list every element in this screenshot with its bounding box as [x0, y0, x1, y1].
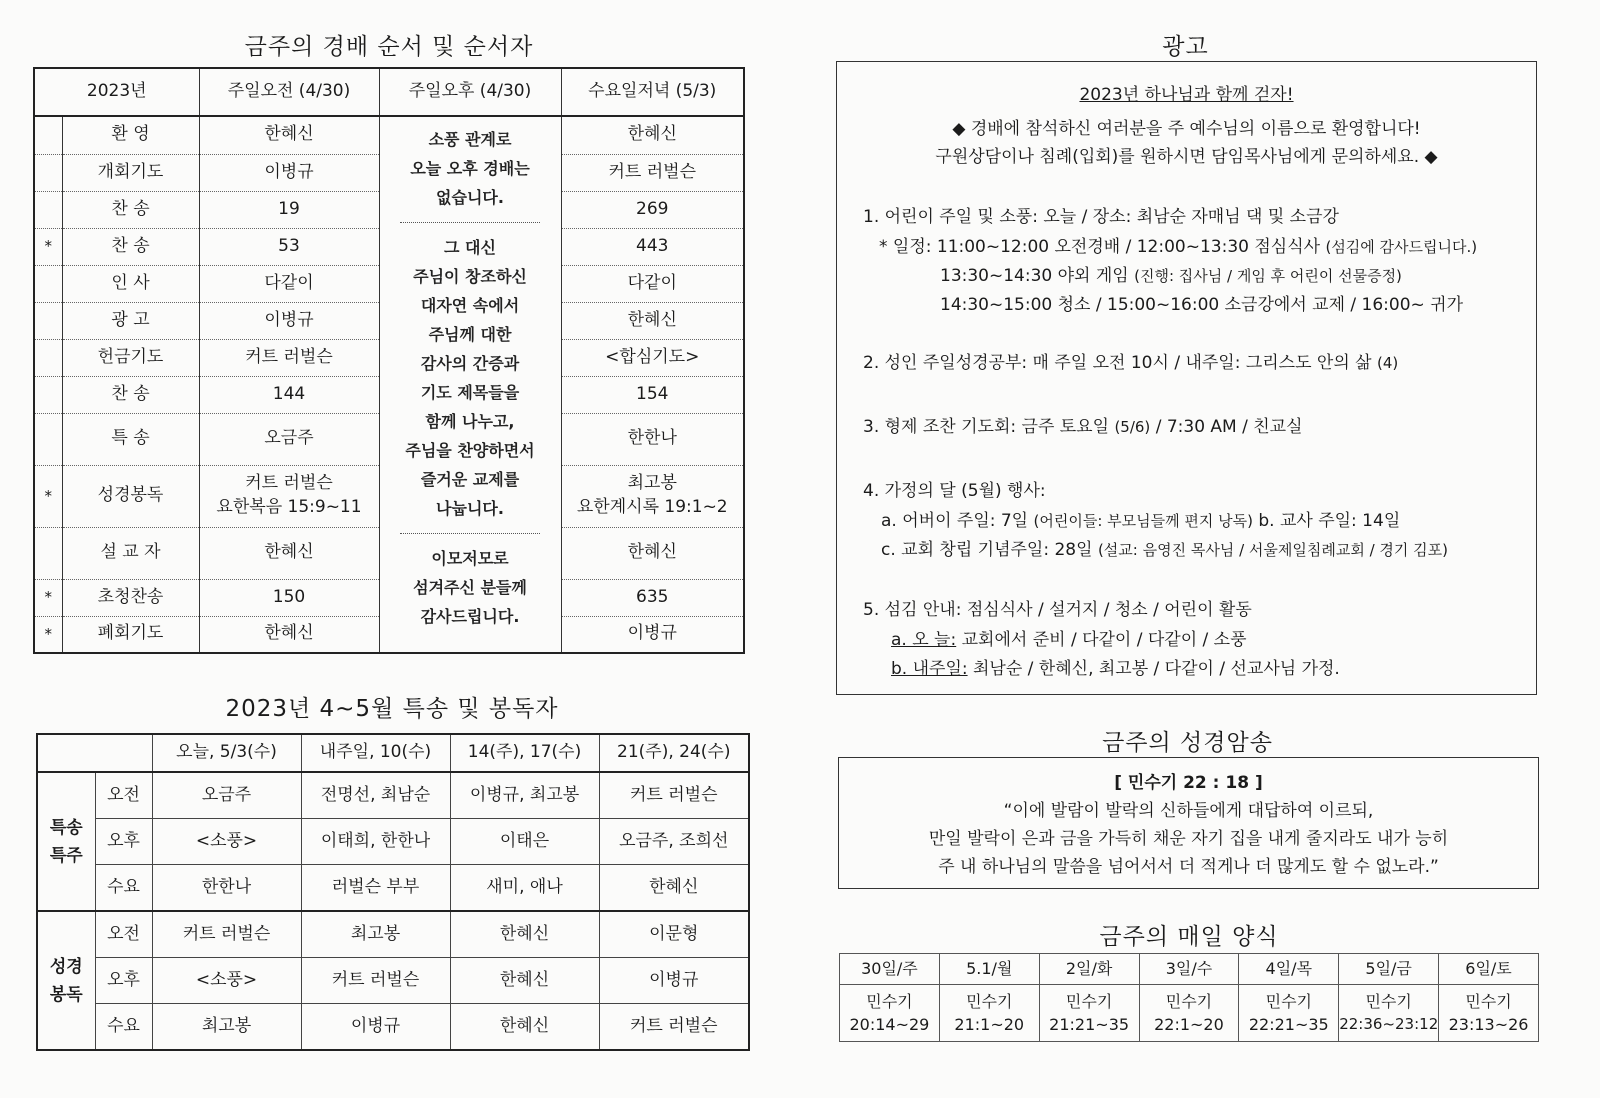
ad-item-4-b: [881, 535, 1448, 560]
order-am: 한혜신: [199, 527, 379, 579]
reading-book: 민수기: [1065, 992, 1113, 1011]
ad-headline: 2023년 하나님과 함께 걷자!: [1079, 85, 1294, 105]
pm-note-line: 나눕니다.: [436, 499, 504, 518]
ad-text: a. 어버이 주일: 7일: [881, 511, 1029, 531]
pm-note-line: 감사드립니다.: [420, 607, 520, 626]
ad-item-1-schedule: [879, 232, 1477, 257]
ad-text: b. 교사 주일: 14일: [1258, 511, 1401, 531]
schedule-cell: 한혜신: [450, 1004, 599, 1051]
group-label-line: 성경: [49, 956, 83, 977]
group-label-line: 특주: [49, 845, 83, 866]
order-header-wednesday: 수요일저녁 (5/3): [561, 68, 744, 116]
special-row: [37, 865, 749, 912]
star-mark: *: [34, 228, 62, 265]
ad-text: * 일정: 11:00~12:00 오전경배 / 12:00~13:30 점심식사: [879, 237, 1321, 257]
dotted-divider: [400, 533, 540, 534]
ad-text: / 7:30 AM / 친교실: [1155, 417, 1303, 437]
order-wed: 다같이: [561, 265, 744, 302]
pm-note-line: 함께 나누고,: [425, 412, 515, 431]
reading-range: 21:1~20: [954, 1015, 1025, 1034]
order-am: 이병규: [199, 302, 379, 339]
order-wed: 커트 러벌슨: [561, 154, 744, 191]
star-mark: *: [34, 579, 62, 616]
reading-range: 22:1~20: [1154, 1015, 1224, 1034]
verse-line: 주 내 하나님의 말씀을 넘어서서 더 적게나 더 많게도 할 수 없노라.”: [938, 857, 1439, 877]
daily-reading-row: [840, 985, 1539, 1042]
schedule-cell: 한혜신: [450, 911, 599, 958]
memory-verse-box: [838, 757, 1539, 889]
order-am: 19: [199, 191, 379, 228]
special-row: [37, 911, 749, 958]
verse-line: 만일 발락이 은과 금을 가득히 채운 자기 집을 내게 줄지라도 내가 능히: [928, 829, 1449, 849]
ad-note: (섬김에 감사드립니다.): [1325, 238, 1478, 256]
special-schedule-table: [36, 733, 750, 1051]
ad-item-5-b: [891, 654, 1340, 679]
order-am: 한혜신: [199, 616, 379, 653]
pm-note-line: 그 대신: [444, 238, 496, 257]
order-wed: 154: [561, 376, 744, 413]
pm-note-line: 대자연 속에서: [420, 296, 520, 315]
order-am-reader: 커트 러벌슨: [245, 473, 333, 494]
reading-range: 20:14~29: [849, 1015, 930, 1034]
pm-note-line: 감사의 간증과: [420, 354, 520, 373]
pm-note-line: 주님을 찬양하면서: [405, 441, 535, 460]
service-time: 오전: [95, 911, 152, 958]
order-wed: 한한나: [561, 413, 744, 465]
pm-note-line: 오늘 오후 경배는: [410, 159, 530, 178]
order-label: 설 교 자: [62, 527, 199, 579]
schedule-cell: 러벌슨 부부: [301, 865, 450, 912]
special-header-date: 내주일, 10(수): [301, 734, 450, 772]
pm-note-part2: [380, 233, 561, 523]
day-header: 3일/수: [1139, 954, 1239, 985]
reading-cell: [1339, 985, 1439, 1042]
ad-note: (진행: 집사님 / 게임 후 어린이 선물증정): [1134, 267, 1402, 285]
schedule-cell: 한한나: [152, 865, 301, 912]
pm-note-line: 주님께 대한: [428, 325, 512, 344]
dotted-divider: [400, 222, 540, 223]
ad-item-1-schedule: 14:30~15:00 청소 / 15:00~16:00 소금강에서 교제 / 16:00~ 귀가: [940, 295, 1464, 315]
schedule-cell: 최고봉: [301, 911, 450, 958]
order-label: 폐회기도: [62, 616, 199, 653]
order-label: 개회기도: [62, 154, 199, 191]
pm-note-line: 이모저모로: [431, 549, 509, 568]
schedule-cell: 커트 러벌슨: [599, 772, 749, 819]
reading-book: 민수기: [1465, 992, 1512, 1011]
service-time: 오후: [95, 958, 152, 1004]
reading-book: 민수기: [1165, 992, 1213, 1011]
order-label: 환 영: [62, 116, 199, 154]
order-am: 다같이: [199, 265, 379, 302]
order-label: 찬 송: [62, 376, 199, 413]
ad-note: (5/6): [1114, 418, 1151, 436]
star-mark: [34, 154, 62, 191]
pm-note: [379, 116, 561, 653]
schedule-cell: 한혜신: [599, 865, 749, 912]
ad-note: (4): [1377, 354, 1399, 372]
reading-range: 22:21~35: [1248, 1015, 1329, 1034]
special-header-blank: [37, 734, 152, 772]
reading-cell: [939, 985, 1039, 1042]
star-mark: [34, 413, 62, 465]
reading-book: 민수기: [866, 992, 913, 1011]
star-mark: [34, 339, 62, 376]
special-header-date: 21(주), 24(수): [599, 734, 749, 772]
order-wed: [561, 465, 744, 527]
group-label-scripture-reading: [37, 911, 95, 1050]
schedule-cell: 커트 러벌슨: [301, 958, 450, 1004]
order-label: 성경봉독: [62, 465, 199, 527]
verse-title: 금주의 성경암송: [1102, 730, 1273, 756]
order-wed-reader: 최고봉: [627, 473, 677, 494]
schedule-cell: 오금주, 조희선: [599, 819, 749, 865]
star-mark: [34, 191, 62, 228]
schedule-cell: 전명선, 최남순: [301, 772, 450, 819]
order-header-sunday-pm: 주일오후 (4/30): [379, 68, 561, 116]
order-wed-passage: 요한계시록 19:1~2: [576, 497, 728, 517]
daily-reading-table: [839, 953, 1539, 1042]
order-am: 144: [199, 376, 379, 413]
reading-book: 민수기: [1265, 992, 1312, 1011]
pm-note-line: 기도 제목들을: [420, 383, 520, 402]
ad-text: 최남순 / 한혜신, 최고봉 / 다같이 / 선교사님 가정.: [973, 659, 1340, 679]
group-label-line: 특송: [49, 817, 83, 838]
pm-note-line: 없습니다.: [436, 188, 504, 207]
reading-cell: [1039, 985, 1139, 1042]
star-mark: [34, 116, 62, 154]
order-row: [34, 116, 744, 154]
special-row: [37, 772, 749, 819]
pm-note-line: 소풍 관계로: [428, 130, 512, 149]
service-time: 수요: [95, 865, 152, 912]
schedule-cell: 이병규: [301, 1004, 450, 1051]
ad-item-5: 5. 섬김 안내: 점심식사 / 설거지 / 청소 / 어린이 활동: [863, 600, 1252, 620]
schedule-cell: <소풍>: [152, 958, 301, 1004]
special-header-row: [37, 734, 749, 772]
ad-text: 교회에서 준비 / 다같이 / 다같이 / 소풍: [961, 630, 1247, 650]
schedule-cell: 이태은: [450, 819, 599, 865]
special-header-date: 오늘, 5/3(수): [152, 734, 301, 772]
day-header: 5일/금: [1339, 954, 1439, 985]
order-wed: 443: [561, 228, 744, 265]
reading-cell: [1439, 985, 1539, 1042]
service-time: 수요: [95, 1004, 152, 1051]
star-mark: [34, 265, 62, 302]
daily-title: 금주의 매일 양식: [1099, 924, 1279, 950]
day-header: 5.1/월: [939, 954, 1039, 985]
reading-book: 민수기: [966, 992, 1013, 1011]
ad-item-4: 4. 가정의 달 (5월) 행사:: [863, 481, 1046, 501]
reading-cell: [1239, 985, 1339, 1042]
order-title: 금주의 경배 순서 및 순서자: [244, 34, 534, 60]
ad-text: 13:30~14:30 야외 게임: [940, 266, 1129, 286]
reading-range: 21:21~35: [1049, 1015, 1130, 1034]
special-row: [37, 958, 749, 1004]
ad-item-3: [863, 412, 1303, 437]
schedule-cell: 커트 러벌슨: [152, 911, 301, 958]
pm-note-line: 즐거운 교제를: [420, 470, 520, 489]
ad-item-1: 1. 어린이 주일 및 소풍: 오늘 / 장소: 최남순 자매님 댁 및 소금강: [863, 207, 1339, 227]
order-wed: 269: [561, 191, 744, 228]
worship-order-table: [33, 67, 745, 654]
schedule-cell: 새미, 애나: [450, 865, 599, 912]
order-header-sunday-am: 주일오전 (4/30): [199, 68, 379, 116]
order-wed: 한혜신: [561, 527, 744, 579]
schedule-cell: 최고봉: [152, 1004, 301, 1051]
ad-text: c. 교회 창립 기념주일: 28일: [881, 540, 1093, 560]
special-row: [37, 819, 749, 865]
pm-note-part3: [380, 544, 561, 631]
reading-range: 22:36~23:12: [1339, 1015, 1439, 1033]
order-wed: 한혜신: [561, 302, 744, 339]
order-header-row: [34, 68, 744, 116]
star-mark: *: [34, 465, 62, 527]
group-label-special-song: [37, 772, 95, 911]
order-label: 찬 송: [62, 191, 199, 228]
ad-item-1-schedule: [940, 261, 1402, 286]
daily-header-row: [840, 954, 1539, 985]
ad-label: a. 오 늘:: [891, 630, 957, 650]
order-wed: <합심기도>: [561, 339, 744, 376]
group-label-line: 봉독: [49, 984, 83, 1005]
order-am: [199, 465, 379, 527]
order-label: 특 송: [62, 413, 199, 465]
special-row: [37, 1004, 749, 1051]
order-am: 한혜신: [199, 116, 379, 154]
day-header: 2일/화: [1039, 954, 1139, 985]
ad-text: 3. 형제 조찬 기도회: 금주 토요일: [863, 417, 1110, 437]
schedule-cell: 오금주: [152, 772, 301, 819]
ad-item-4-a: [881, 506, 1400, 531]
ad-note: (설교: 음영진 목사님 / 서울제일침례교회 / 경기 김포): [1097, 541, 1448, 559]
star-mark: [34, 302, 62, 339]
pm-note-part1: [380, 125, 561, 212]
special-title: 2023년 4~5월 특송 및 봉독자: [225, 696, 559, 722]
schedule-cell: <소풍>: [152, 819, 301, 865]
pm-note-line: 주님이 창조하신: [413, 267, 527, 286]
day-header: 6일/토: [1439, 954, 1539, 985]
service-time: 오후: [95, 819, 152, 865]
order-am: 오금주: [199, 413, 379, 465]
star-mark: [34, 376, 62, 413]
service-time: 오전: [95, 772, 152, 819]
announcements-box: [836, 61, 1537, 695]
ad-item-5-a: [891, 625, 1247, 650]
order-label: 찬 송: [62, 228, 199, 265]
special-header-date: 14(주), 17(수): [450, 734, 599, 772]
day-header: 30일/주: [840, 954, 940, 985]
order-label: 초청찬송: [62, 579, 199, 616]
order-am: 53: [199, 228, 379, 265]
welcome-line: 구원상담이나 침례(입회)를 원하시면 담임목사님에게 문의하세요. ◆: [935, 147, 1438, 167]
ad-note: (어린이들: 부모님들께 편지 낭독): [1033, 512, 1253, 530]
order-wed: 이병규: [561, 616, 744, 653]
schedule-cell: 이병규: [599, 958, 749, 1004]
pm-note-line: 섬겨주신 분들께: [413, 578, 527, 597]
order-am: 커트 러벌슨: [199, 339, 379, 376]
reading-cell: [840, 985, 940, 1042]
schedule-cell: 이태희, 한한나: [301, 819, 450, 865]
star-mark: [34, 527, 62, 579]
ad-label: b. 내주일:: [891, 659, 968, 679]
order-wed: 한혜신: [561, 116, 744, 154]
reading-cell: [1139, 985, 1239, 1042]
schedule-cell: 이문형: [599, 911, 749, 958]
ad-item-2: [863, 348, 1398, 373]
schedule-cell: 이병규, 최고봉: [450, 772, 599, 819]
order-label: 광 고: [62, 302, 199, 339]
order-label: 인 사: [62, 265, 199, 302]
star-mark: *: [34, 616, 62, 653]
welcome-line: ◆ 경배에 참석하신 여러분을 주 예수님의 이름으로 환영합니다!: [952, 119, 1421, 139]
reading-range: 23:13~26: [1448, 1015, 1529, 1034]
order-header-year: 2023년: [34, 68, 199, 116]
order-label: 헌금기도: [62, 339, 199, 376]
ad-title: 광고: [1162, 34, 1209, 60]
schedule-cell: 한혜신: [450, 958, 599, 1004]
order-am-passage: 요한복음 15:9~11: [216, 497, 362, 517]
ad-text: 2. 성인 주일성경공부: 매 주일 오전 10시 / 내주일: 그리스도 안의 삶: [863, 353, 1372, 373]
schedule-cell: 커트 러벌슨: [599, 1004, 749, 1051]
reading-book: 민수기: [1365, 992, 1412, 1011]
day-header: 4일/목: [1239, 954, 1339, 985]
verse-line: “이에 발람이 발락의 신하들에게 대답하여 이르되,: [1003, 801, 1374, 821]
order-am: 150: [199, 579, 379, 616]
verse-reference: [ 민수기 22 : 18 ]: [1114, 773, 1263, 793]
order-wed: 635: [561, 579, 744, 616]
order-am: 이병규: [199, 154, 379, 191]
